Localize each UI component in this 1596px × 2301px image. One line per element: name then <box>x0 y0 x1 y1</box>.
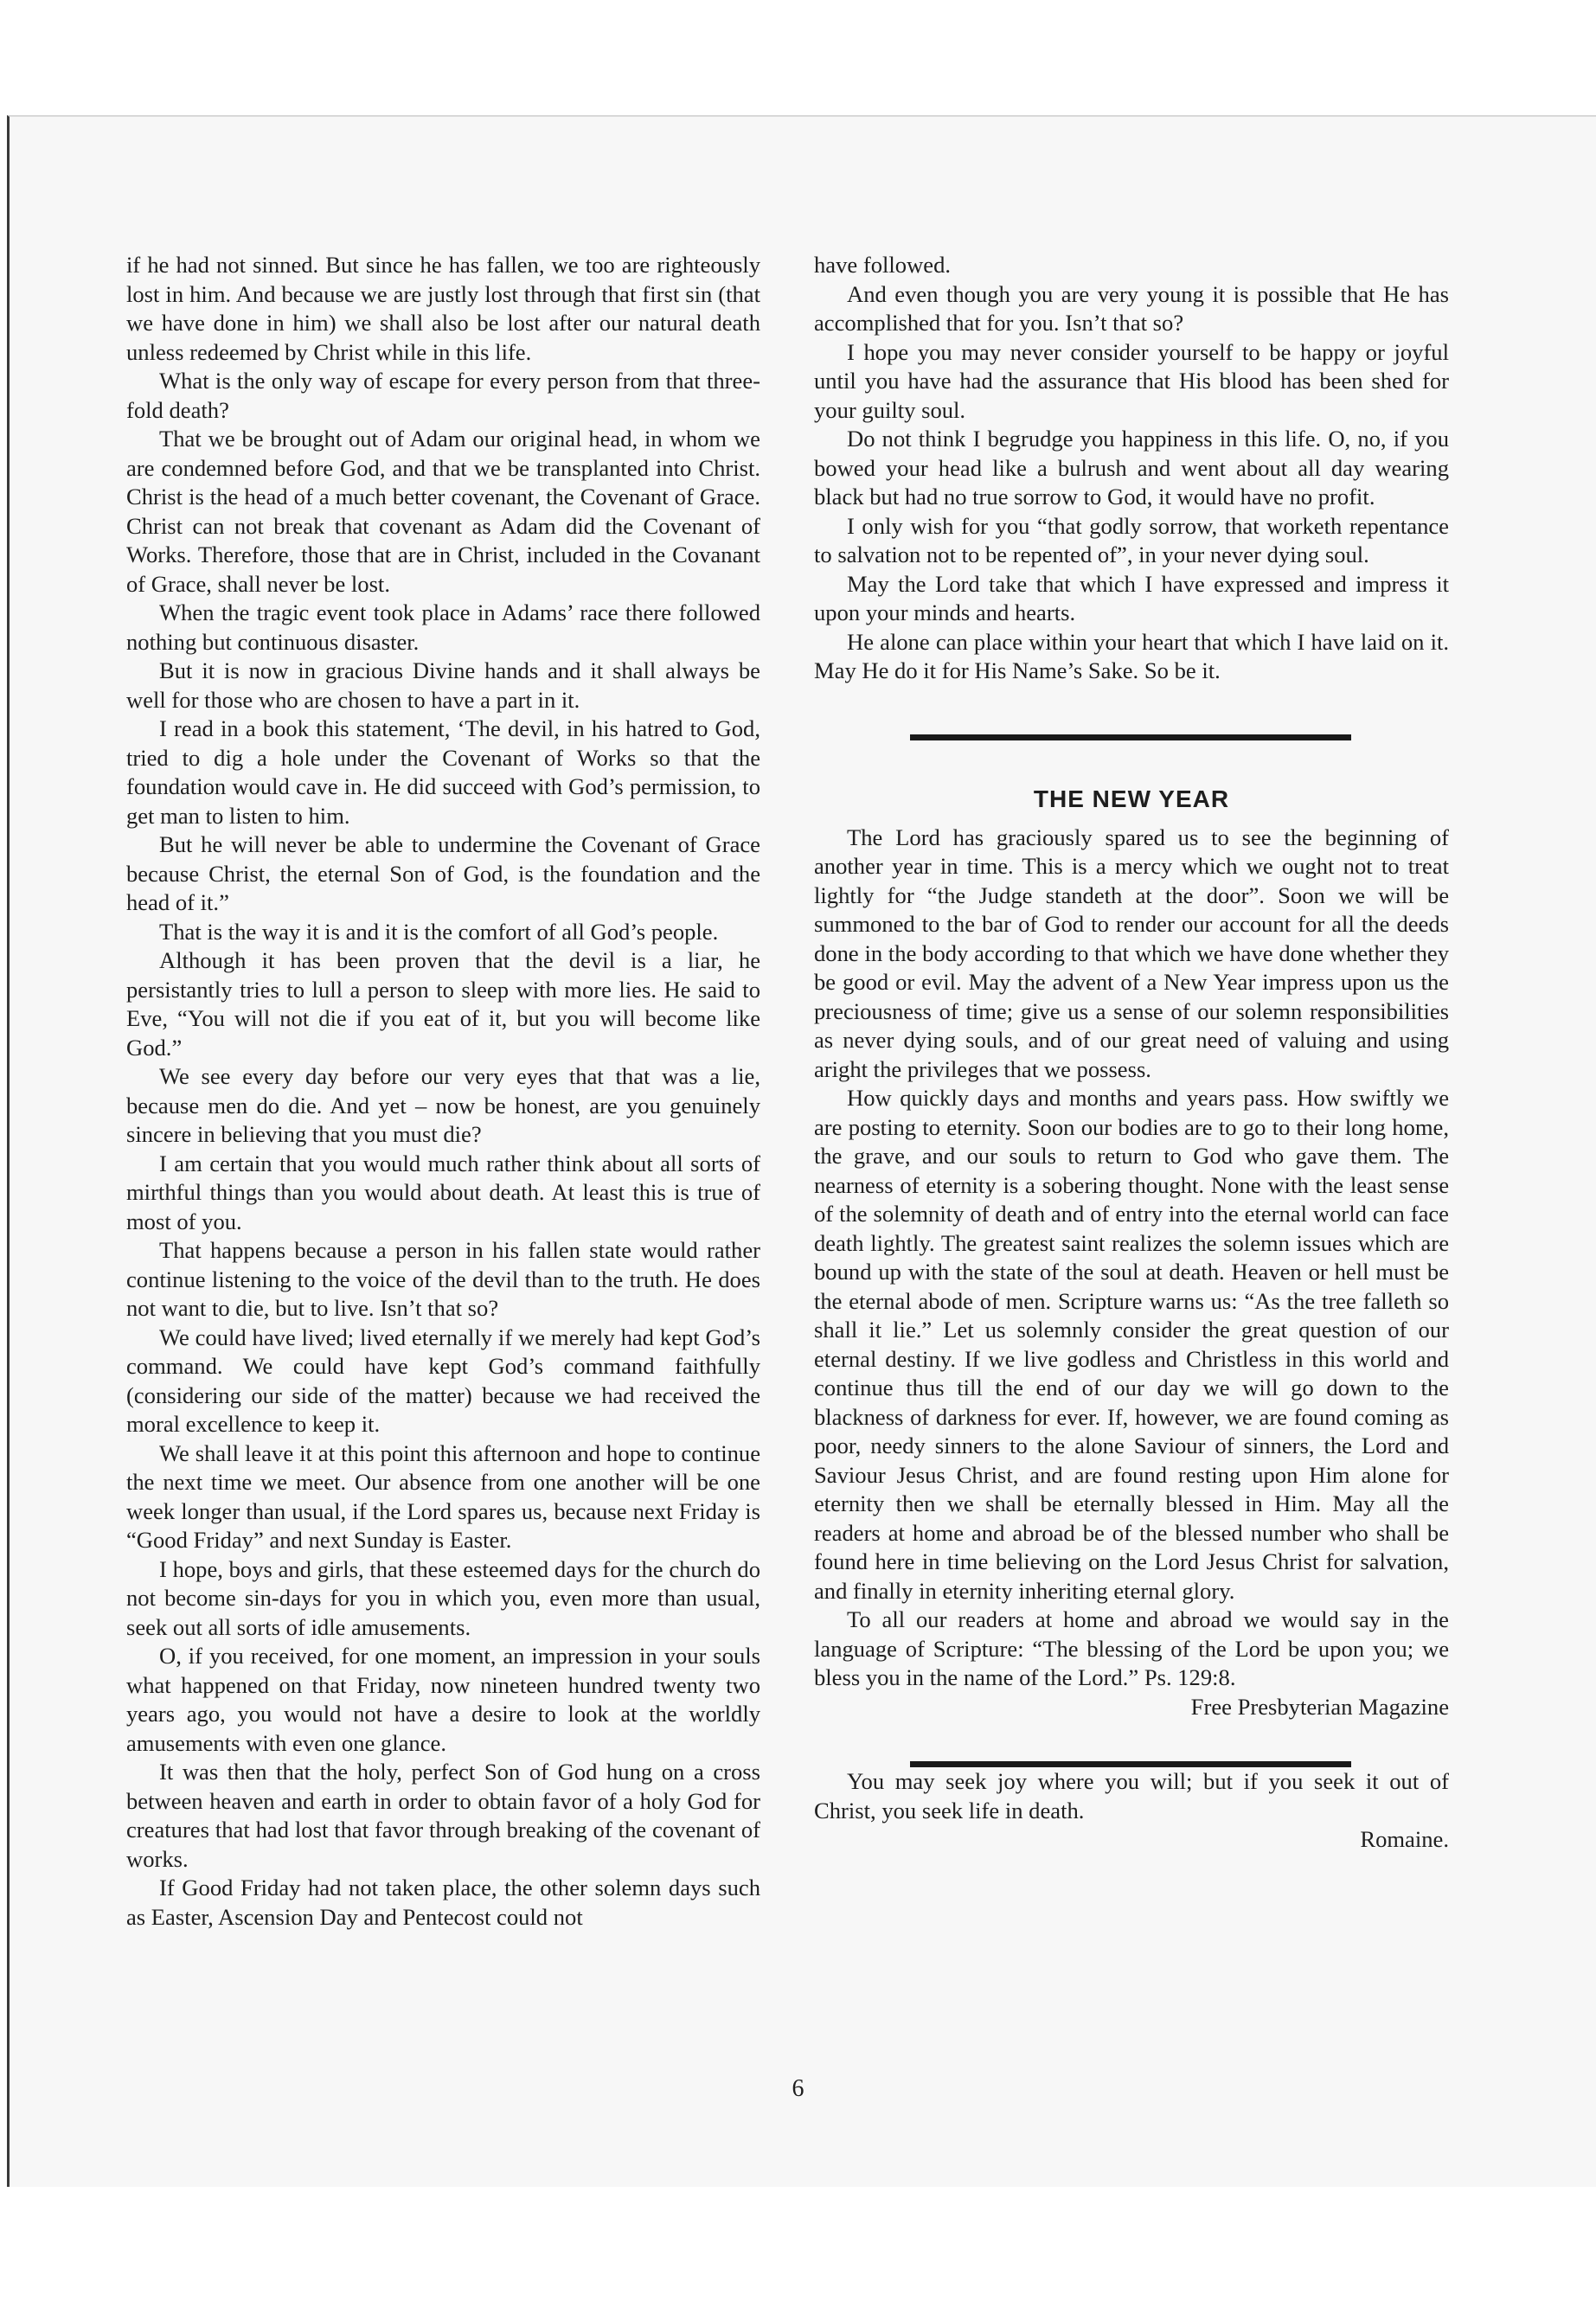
article-source: Free Presbyterian Magazine <box>1190 1693 1449 1720</box>
paragraph: But it is now in gracious Divine hands and it shall always be well for those who are chosen to have a part in it. <box>126 657 760 713</box>
paragraph: And even though you are very young it is possible that He has accomplished that for you. Isn’t that so? <box>814 280 1449 336</box>
paragraph: What is the only way of escape for every person from that three-fold death? <box>126 368 760 423</box>
paragraph: I am certain that you would much rather think about all sorts of mirthful things than you would about death. At least this is true of most of you. <box>126 1150 760 1234</box>
page-number: 6 <box>792 2075 804 2102</box>
paragraph: We see every day before our very eyes that that was a lie, because men do die. And yet – now be honest, are you genuinely sincere in believing that you must die? <box>126 1063 760 1147</box>
paragraph: if he had not sinned. But since he has fallen, we too are righteously lost in him. And because we are justly lost through that first sin (that we have done in him) we shall also be lost after our natural death unless redeemed by Christ while in this life. <box>126 252 760 365</box>
paragraph: The Lord has graciously spared us to see the beginning of another year in time. This is a mercy which we ought not to treat lightly for “the Judge standeth at the door”. Soon we will be summoned to the bar of God to render our account for all the deeds done in the body according to that which we have done whether they be good or evil. May the advent of a New Year impress upon us the preciousness of time; give us a sense of our solemn responsibilities as never dying souls, and of our great need of valuing and using aright the privileges that we possess. <box>814 824 1449 1082</box>
paragraph: When the tragic event took place in Adams’ race there followed nothing but continuous disaster. <box>126 599 760 655</box>
paragraph: But he will never be able to undermine the Covenant of Grace because Christ, the eternal Son of God, is the foundation and the head of it.” <box>126 831 760 915</box>
paragraph: I hope, boys and girls, that these esteemed days for the church do not become sin-days for you in which you, even more than usual, seek out all sorts of idle amusements. <box>126 1555 760 1640</box>
scan-bottom-margin <box>0 2187 1596 2301</box>
paragraph: I hope you may never consider yourself to be happy or joyful until you have had the assurance that His blood has been shed for your guilty soul. <box>814 338 1449 423</box>
scan-top-margin <box>0 0 1596 115</box>
paragraph: May the Lord take that which I have expressed and impress it upon your minds and hearts. <box>814 570 1449 625</box>
closing-quote: You may seek joy where you will; but if you seek it out of Christ, you seek life in death. <box>814 1768 1449 1823</box>
paragraph: That happens because a person in his fallen state would rather continue listening to the voice of the devil than to the truth. He does not want to die, but to live. Isn’t that so? <box>126 1237 760 1321</box>
section-divider <box>910 1761 1351 1767</box>
paragraph: That is the way it is and it is the comfort of all God’s people. <box>159 918 719 945</box>
paragraph: He alone can place within your heart that which I have laid on it. May He do it for His Name’s Sake. So be it. <box>814 628 1449 683</box>
paragraph: I only wish for you “that godly sorrow, that worketh repentance to salvation not to be repented of”, in your never dying soul. <box>814 512 1449 567</box>
paragraph: How quickly days and months and years pass. How swiftly we are posting to eternity. Soon our bodies are to go to their long home, the grave, and our souls to return to God who gave them. The nearness of eternity is a sobering thought. None with the least sense of the solemnity of death and of entry into the eternal world can face death lightly. The greatest saint realizes the solemn issues which are bound up with the state of the soul at death. Heaven or hell must be the eternal abode of men. Scripture warns us: “As the tree falleth so shall it lie.” Let us solemnly consider the great question of our eternal destiny. If we live godless and Christless in this world and continue thus till the end of our day we will go down to the blackness of darkness for ever. If, however, we are found coming as poor, needy sinners to the alone Saviour of sinners, the Lord and Saviour Jesus Christ, and are found resting upon Him alone for eternity then we shall be eternally blessed in Him. May all the readers at home and abroad be of the blessed number who shall be found here in time believing on the Lord Jesus Christ for salvation, and finally in eternity inheriting eternal glory. <box>814 1085 1449 1604</box>
paragraph: To all our readers at home and abroad we would say in the language of Scripture: “The blessing of the Lord be upon you; we bless you in the name of the Lord.” Ps. 129:8. <box>814 1606 1449 1690</box>
paragraph: That we be brought out of Adam our original head, in whom we are condemned before God, and that we be transplanted into Christ. Christ is the head of a much better covenant, the Covenant of Grace. Christ can not break that covenant as Adam did the Covenant of Works. Therefore, those that are in Christ, included in the Covanant of Grace, shall never be lost. <box>126 426 760 597</box>
paragraph: Do not think I begrudge you happiness in this life. O, no, if you bowed your head like a bulrush and went about all day wearing black but had no true sorrow to God, it would have no profit. <box>814 426 1449 510</box>
article-heading: THE NEW YEAR <box>1033 785 1230 812</box>
paragraph: have followed. <box>814 252 952 278</box>
quote-author: Romaine. <box>1360 1826 1449 1852</box>
right-column <box>814 251 1449 1855</box>
paragraph: O, if you received, for one moment, an impression in your souls what happened on that Friday, now nineteen hundred twenty two years ago, you would not have a desire to look at the worldly amusements with even one glance. <box>126 1643 760 1756</box>
paragraph: We could have lived; lived eternally if we merely had kept God’s command. We could have kept God’s command faithfully (considering our side of the matter) because we had received the moral excellence to keep it. <box>126 1324 760 1437</box>
left-column <box>126 251 760 1932</box>
paragraph: I read in a book this statement, ‘The devil, in his hatred to God, tried to dig a hole under the Covenant of Works so that the foundation would cave in. He did succeed with God’s permission, to get man to listen to him. <box>126 715 760 829</box>
paragraph: Although it has been proven that the devil is a liar, he persistantly tries to lull a person to sleep with more lies. He said to Eve, “You will not die if you eat of it, but you will become like God.” <box>126 947 760 1061</box>
paragraph: It was then that the holy, perfect Son of God hung on a cross between heaven and earth in order to obtain favor of a holy God for creatures that had lost that favor through breaking of the covenant of works. <box>126 1759 760 1872</box>
paragraph: We shall leave it at this point this afternoon and hope to continue the next time we meet. Our absence from one another will be one week longer than usual, if the Lord spares us, because next Friday is “Good Friday” and next Sunday is Easter. <box>126 1439 760 1553</box>
paragraph: If Good Friday had not taken place, the other solemn days such as Easter, Ascension Day and Pentecost could not <box>126 1875 760 1930</box>
section-divider <box>910 734 1351 740</box>
